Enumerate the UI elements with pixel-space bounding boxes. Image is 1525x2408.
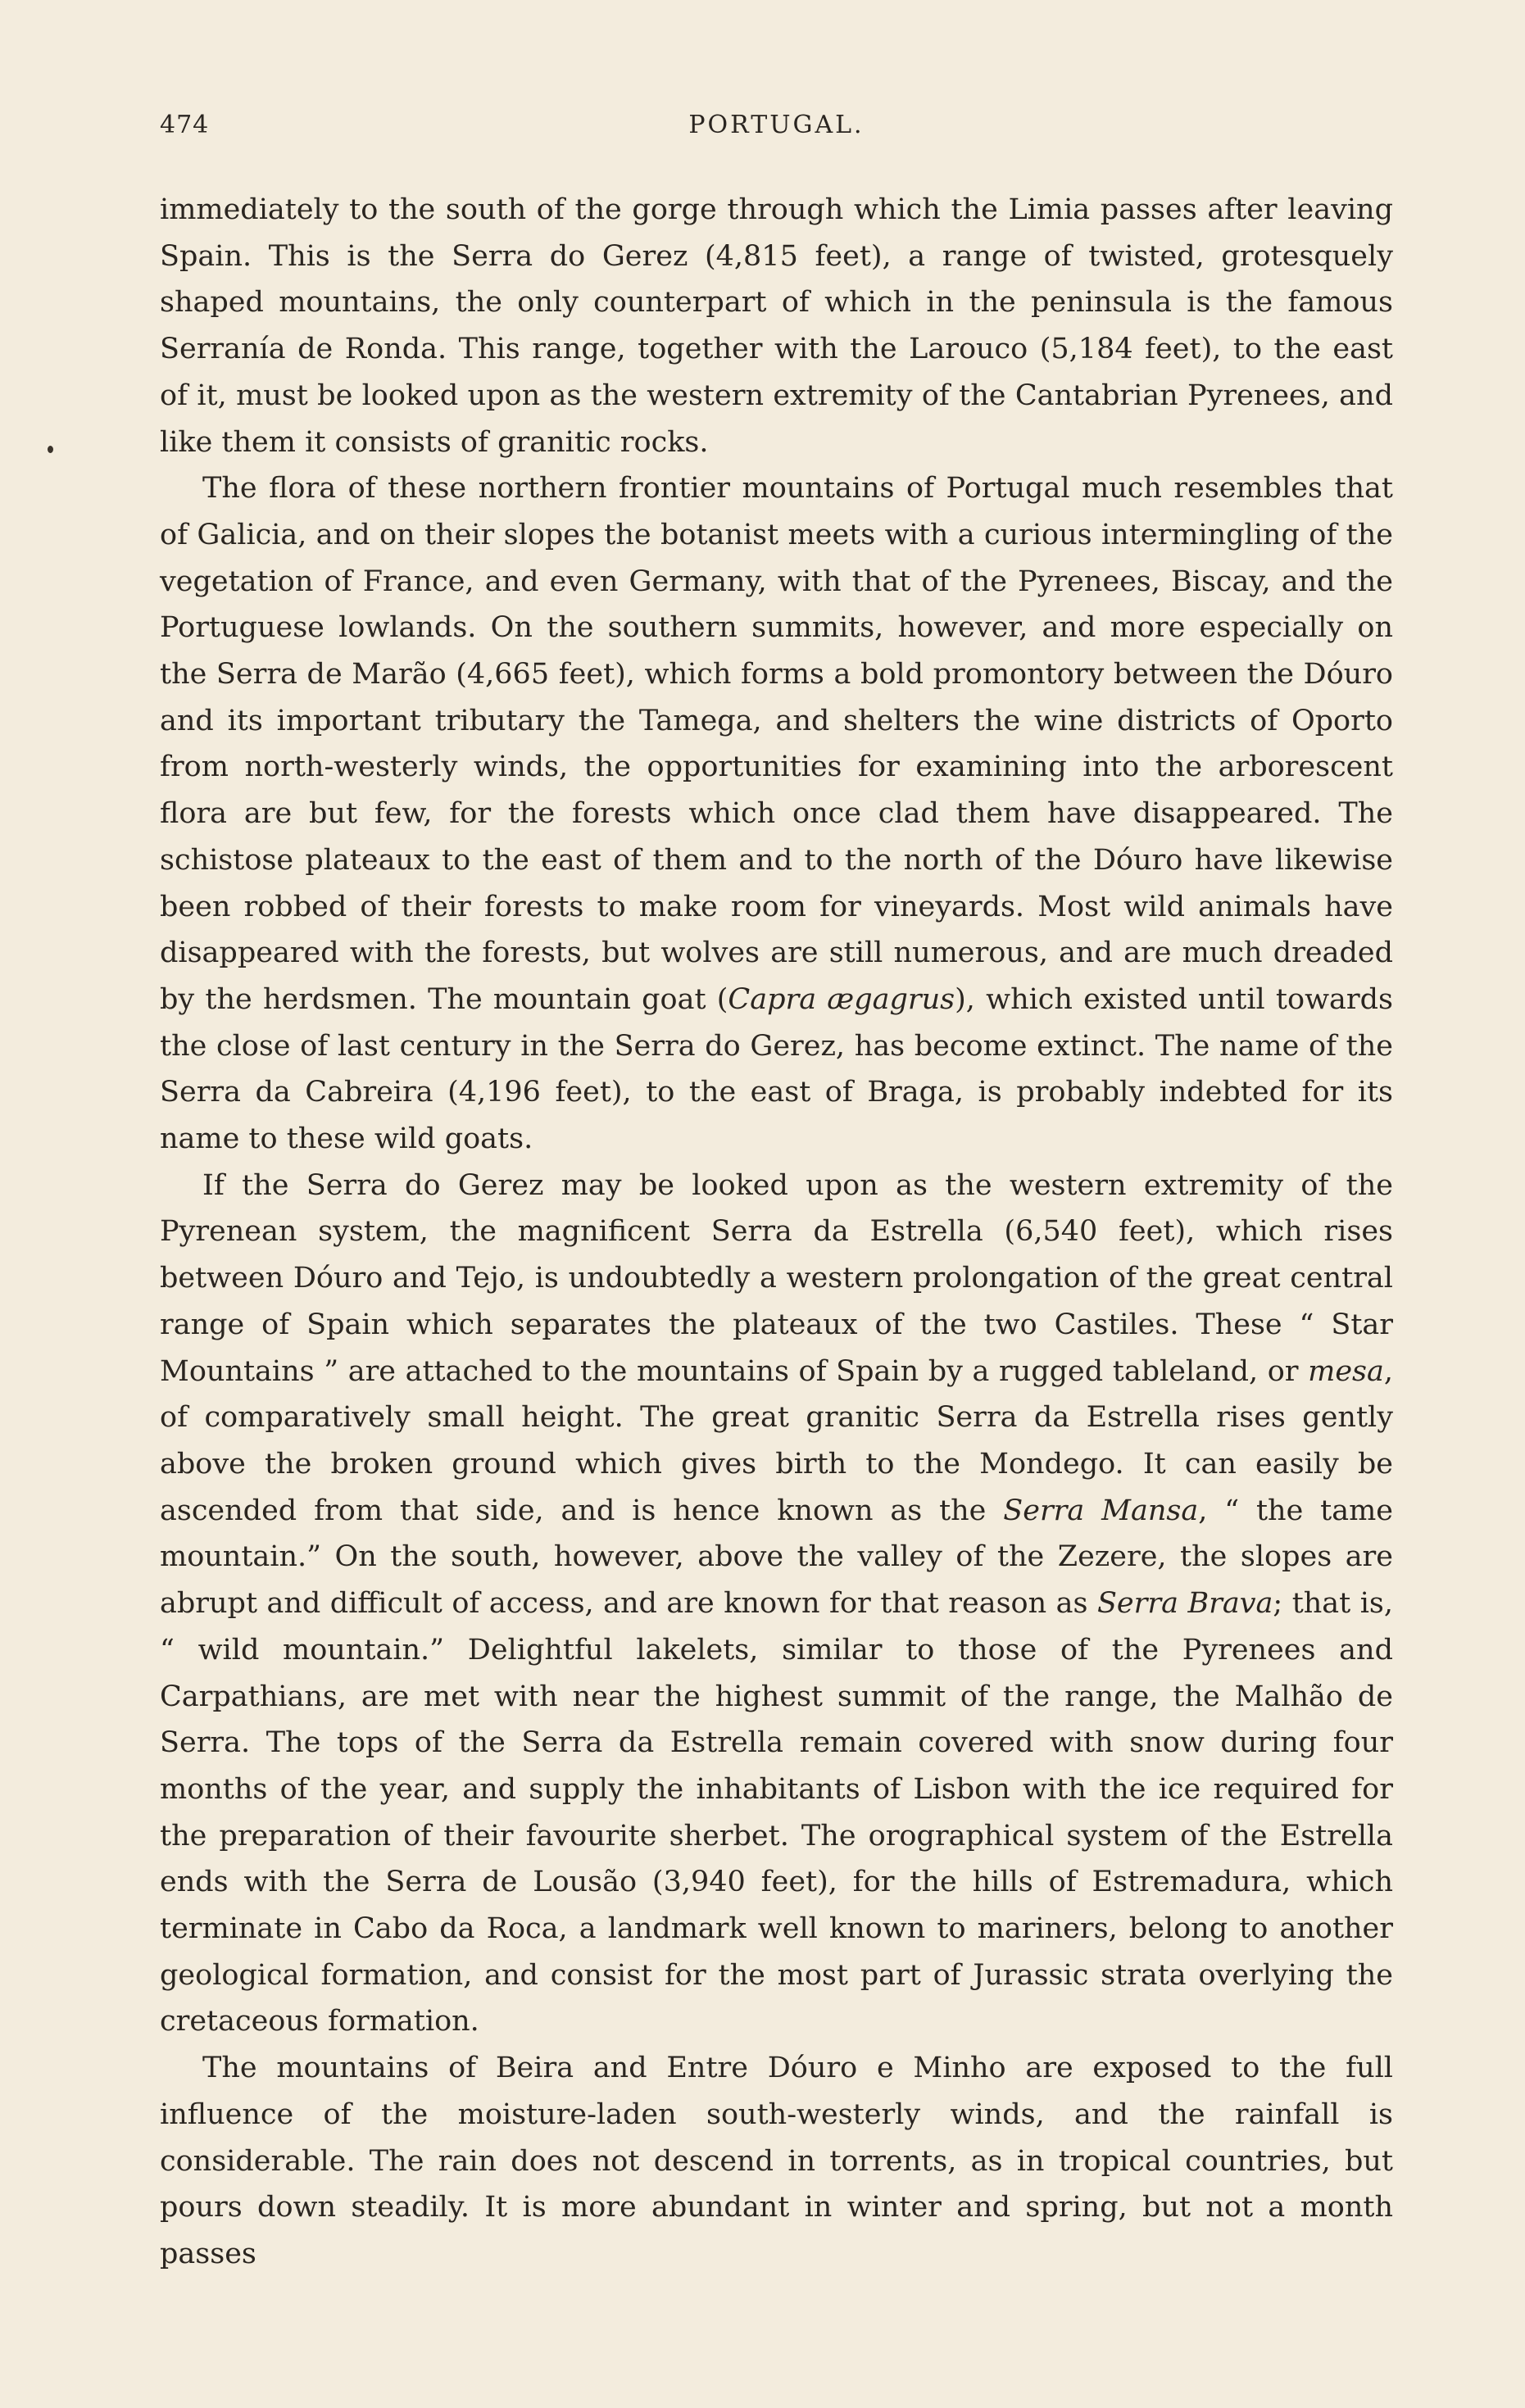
paragraph (160, 2045, 1393, 2278)
italic-text: Serra Brava (1096, 1587, 1273, 1621)
text-run: , “ the tame mountain.” On the south, however, above the valley of the Zezere, the slopes are abrupt and difficult of access, and are known for that reason as (160, 1494, 1393, 1621)
paragraph (160, 465, 1393, 1163)
text-run: The mountains of Beira and Entre Dóuro e Minho are exposed to the full influence of the moisture-laden south-westerly winds, and the rainfall is considerable. The rain does not descend in torrents, as in tropical countries, but pours down steadily. It is more abundant in winter and spring, but not a month passes (160, 2052, 1393, 2270)
text-run: If the Serra do Gerez may be looked upon as the western extremity of the Pyrenean system, the magnificent Serra da Estrella (6,540 feet), which rises between Dóuro and Tejo, is undoubtedly a western prolongation of the great central range of Spain which separates the plateaux of the two Castiles. These “ Star Mountains ” are attached to the mountains of Spain by a rugged tableland, or (160, 1168, 1393, 1388)
text-run: immediately to the south of the gorge through which the Limia passes after leaving Spain. This is the Serra do Gerez (4,815 feet), a range of twisted, grotesquely shaped mountains, the only counterpart of which in the peninsula is the famous Serranía de Ronda. This range, together with the Larouco (5,184 feet), to the east of it, must be looked upon as the western extremity of the Cantabrian Pyrenees, and like them it consists of granitic rocks. (160, 193, 1393, 459)
page-number: 474 (160, 111, 210, 139)
text-run: The flora of these northern frontier mountains of Portugal much resembles that of Galicia, and on their slopes the botanist meets with a curious intermingling of the vegetation of France, and even Germany, with that of the Pyrenees, Biscay, and the Portuguese lowlands. On the southern summits, however, and more especially on the Serra de Marão (4,665 feet), which forms a bold promontory between the Dóuro and its important tributary the Tamega, and shelters the wine districts of Oporto from north-westerly winds, the opportunities for examining into the arborescent flora are but few, for the forests which once clad them have disappeared. The schistose plateaux to the east of them and to the north of the Dóuro have likewise been robbed of their forests to make room for vineyards. Most wild animals have disappeared with the forests, but wolves are still numerous, and are much dreaded by the herdsmen. The mountain goat ( (160, 472, 1393, 1016)
italic-text: Capra ægagrus (728, 982, 955, 1016)
italic-text: mesa (1308, 1354, 1384, 1388)
paragraph (160, 187, 1393, 465)
body-text (160, 187, 1393, 2278)
margin-mark (48, 446, 53, 453)
text-run: ), which existed until towards the close of last century in the Serra do Gerez, has become extinct. The name of the Serra da Cabreira (4,196 feet), to the east of Braga, is probably indebted for its name to these wild goats. (160, 982, 1393, 1156)
page-header (160, 111, 1393, 152)
text-run: ; that is, “ wild mountain.” Delightful lakelets, similar to those of the Pyrenees and Carpathians, are met with near the highest summit of the range, the Malhão de Serra. The tops of the Serra da Estrella remain covered with snow during four months of the year, and supply the inhabitants of Lisbon with the ice required for the preparation of their favourite sherbet. The orographical system of the Estrella ends with the Serra de Lousão (3,940 feet), for the hills of Estremadura, which terminate in Cabo da Roca, a landmark well known to mariners, belong to another geological formation, and consist for the most part of Jurassic strata overlying the cretaceous formation. (160, 1587, 1393, 2038)
running-head: PORTUGAL. (688, 111, 865, 139)
italic-text: Serra Mansa (1003, 1494, 1199, 1527)
paragraph (160, 1163, 1393, 2045)
text-run: , of comparatively small height. The great granitic Serra da Estrella rises gently above the broken ground which gives birth to the Mondego. It can easily be ascended from that side, and is hence known as the (160, 1354, 1393, 1527)
